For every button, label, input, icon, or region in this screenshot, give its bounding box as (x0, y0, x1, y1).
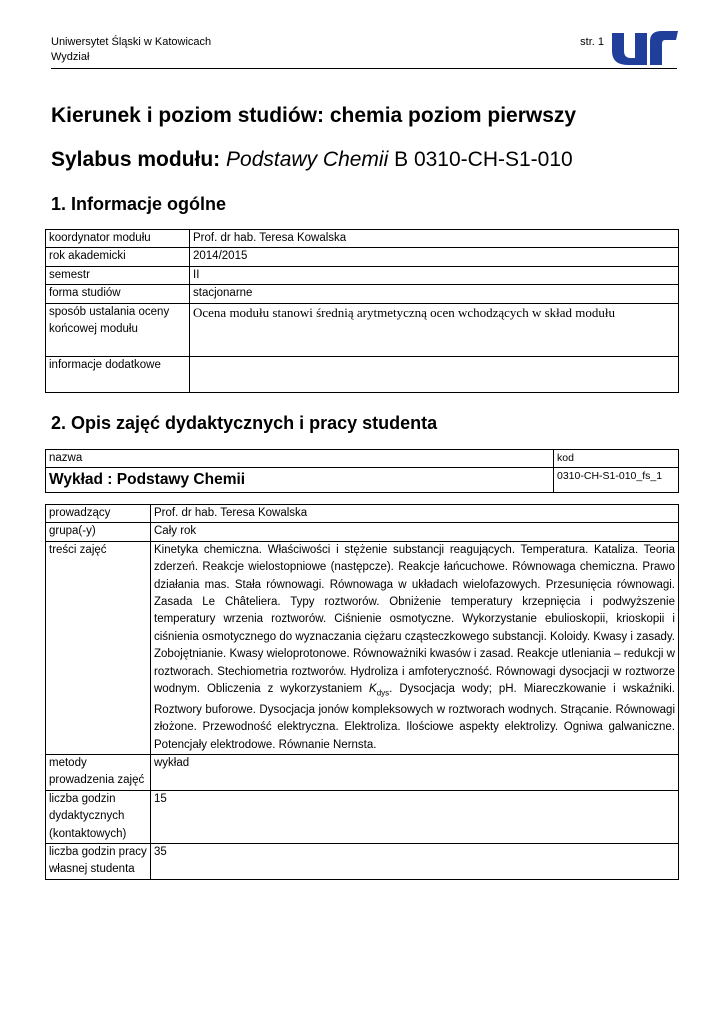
course-name: Wykład : Podstawy Chemii (46, 468, 554, 493)
row-label: rok akademicki (46, 248, 190, 266)
row-label: informacje dodatkowe (46, 356, 190, 392)
general-info-table (45, 229, 679, 393)
table-row (46, 754, 679, 790)
code-label: kod (554, 450, 679, 468)
university-logo-icon (610, 27, 680, 67)
table-row (46, 541, 679, 754)
section-2-heading: 2. Opis zajęć dydaktycznych i pracy studenta (51, 413, 438, 433)
table-row (46, 523, 679, 541)
table-row (46, 285, 679, 303)
row-value: Prof. dr hab. Teresa Kowalska (190, 230, 679, 248)
syllabus-prefix: Sylabus modułu: (51, 148, 221, 171)
row-value: Cały rok (151, 523, 679, 541)
table-row (46, 450, 679, 468)
name-label: nazwa (46, 450, 554, 468)
row-label: prowadzący (46, 505, 151, 523)
row-label: treści zajęć (46, 541, 151, 754)
constant-subscript: dys (376, 688, 390, 698)
row-value (190, 356, 679, 392)
module-code: B 0310-CH-S1-010 (394, 148, 573, 171)
course-content (151, 541, 679, 754)
row-label: grupa(-y) (46, 523, 151, 541)
course-header-table (45, 449, 679, 493)
table-row (46, 303, 679, 356)
table-row (46, 505, 679, 523)
row-value: wykład (151, 754, 679, 790)
constant-symbol: K (369, 683, 377, 696)
row-label: forma studiów (46, 285, 190, 303)
table-row (46, 356, 679, 392)
row-label: semestr (46, 266, 190, 284)
table-row (46, 844, 679, 880)
section-1-heading: 1. Informacje ogólne (51, 194, 227, 214)
row-value: 35 (151, 844, 679, 880)
row-label: liczba godzin pracy własnej studenta (46, 844, 151, 880)
row-label: sposób ustalania oceny końcowej modułu (46, 303, 190, 356)
row-value: II (190, 266, 679, 284)
table-row (46, 266, 679, 284)
university-name: Uniwersytet Śląski w Katowicach (51, 36, 212, 48)
table-row (46, 230, 679, 248)
row-label: koordynator modułu (46, 230, 190, 248)
row-label: liczba godzin dydaktycznych (kontaktowych) (46, 790, 151, 843)
table-row (46, 790, 679, 843)
row-value: Prof. dr hab. Teresa Kowalska (151, 505, 679, 523)
table-row (46, 468, 679, 493)
table-row (46, 248, 679, 266)
course-details-table (45, 504, 679, 880)
module-name: Podstawy Chemii (226, 148, 389, 171)
syllabus-title (51, 147, 573, 173)
faculty-name: Wydział (51, 51, 90, 63)
content-text-1: Kinetyka chemiczna. Właściwości i stężenie substancji reagujących. Temperatura. Kataliza. Teoria zderzeń. Reakcje wielostopniowe (następcze). Reakcje łańcuchowe. Równowaga chemiczna. Prawo działania mas. Stała równowagi. Równowaga w układach wielofazowych. Przesunięcia równowagi. Zasada Le Châteliera. Typy roztworów. Obniżenie temperatury krzepnięcia i podwyższenie temperatury wrzenia roztworów. Ciśnienie osmotyczne. Wykorzystanie ebulioskopii, krioskopii i ciśnienia osmotycznego do wyznaczania ciężaru cząsteczkowego substancji. Koloidy. Kwasy i zasady. Zobojętnianie. Kwasy wieloprotonowe. Równoważniki kwasów i zasad. Reakcje utleniania – redukcji w roztworach. Stechiometria roztworów. Hydroliza i amfoteryczność. Równowagi dysocjacji w roztworze wodnym. Obliczenia z wykorzystaniem (154, 543, 675, 696)
row-value: stacjonarne (190, 285, 679, 303)
row-value: Ocena modułu stanowi średnią arytmetyczną ocen wchodzących w skład modułu (190, 303, 679, 356)
row-label: metody prowadzenia zajęć (46, 754, 151, 790)
row-value: 2014/2015 (190, 248, 679, 266)
row-value: 15 (151, 790, 679, 843)
page-header (51, 35, 606, 65)
course-code: 0310-CH-S1-010_fs_1 (554, 468, 679, 493)
page-number: str. 1 (580, 36, 604, 48)
content-text-2: . Dysocjacja wody; pH. Miareczkowanie i wskaźniki. Roztwory buforowe. Dysocjacja jonów kompleksowych w roztworach wodnych. Strącanie. Równowagi złożone. Przewodność elektryczna. Elektroliza. Ilościowe aspekty elektrolizy. Ogniwa galwaniczne. Potencjały elektrodowe. Równanie Nernsta. (154, 683, 675, 751)
program-title: Kierunek i poziom studiów: chemia poziom pierwszy (51, 104, 577, 127)
header-divider (51, 68, 677, 69)
